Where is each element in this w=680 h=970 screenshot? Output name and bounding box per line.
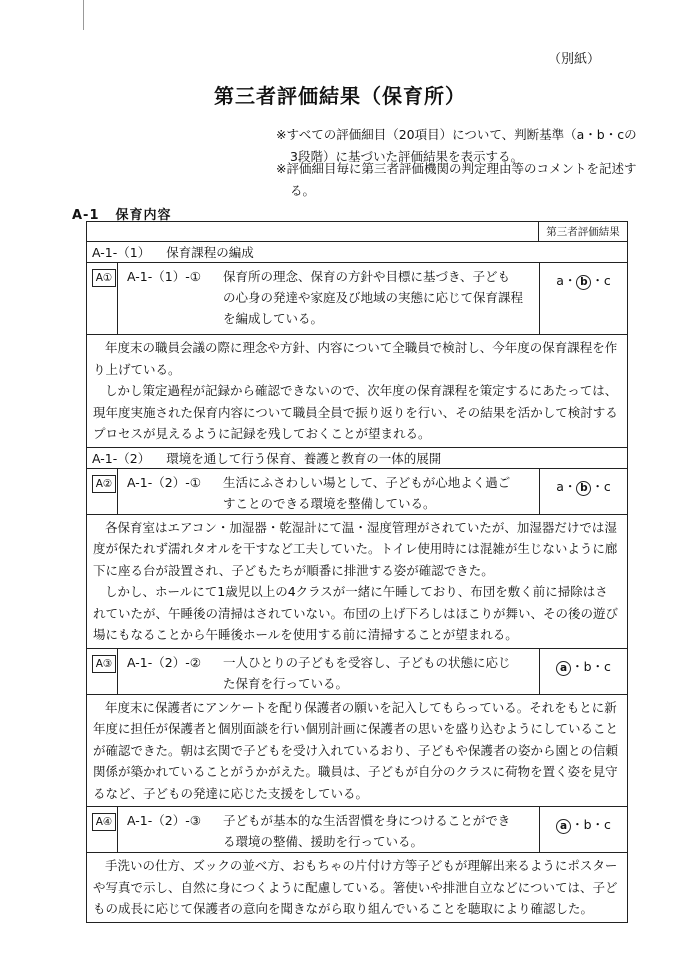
item-line: 保育所の理念、保育の方針や目標に基づき、子ども [223, 269, 511, 284]
grade-cell [539, 807, 627, 852]
comment-paragraph: 年度末に保護者にアンケートを配り保護者の願いを記入してもらっている。それをもとに新年度に担任が保護者と個別面談を行い個別計画に保護者の思いを盛り込むようにしていることが確認できた。朝は玄関で子どもを受け入れているおり、子どもや保護者の姿から園との信頼関係が築かれていることがうかがえた。職員は、子どもが自分のクラスに荷物を置く姿を見守るなど、子どもの発達に応じた支援をしている。 [93, 699, 619, 801]
item-code: A-1-（2）-② [127, 654, 201, 670]
item-text [127, 810, 531, 852]
item-divider [117, 263, 118, 334]
comment-paragraph: 年度末の職員会議の際に理念や方針、内容について全職員で検討し、今年度の保育課程を作り上げている。 [93, 340, 618, 377]
comment-row [87, 853, 627, 922]
item-badge: A② [92, 475, 116, 493]
item-code: A-1-（1）-① [127, 269, 201, 284]
subsection-title: 保育課程の編成 [166, 245, 254, 260]
comment-paragraph: 手洗いの仕方、ズックの並べ方、おもちゃの片付け方等子どもが理解出来るようにポスターや写真で示し、自然に身につくように配慮している。箸使いや排泄自立などについては、子どもの成長に応じて保護者の意向を聞きながら取り組んでいることを聴取により確認した。 [93, 858, 618, 916]
item-row-a2 [87, 469, 627, 515]
item-text [127, 266, 531, 329]
item-badge: A③ [92, 655, 116, 673]
item-line: を編成している。 [223, 311, 324, 326]
item-divider [117, 469, 118, 514]
table-header-row [87, 222, 627, 242]
binding-line [83, 0, 84, 30]
item-line: の心身の発達や家庭及び地域の実態に応じて保育課程 [223, 290, 524, 305]
comment-paragraph: 各保育室はエアコン・加湿器・乾湿計にて温・湿度管理がされていたが、加湿器だけでは湿度が保たれず濡れタオルを干すなど工夫していた。トイレ使用時には混雑が生じないように廊下に座る台が設置され、子どもたちが順番に排泄する姿が確認できた。 [93, 519, 618, 578]
item-badge: A① [92, 269, 116, 287]
section-code: A-1 [72, 208, 100, 223]
grade-cell [539, 649, 627, 694]
item-divider [117, 649, 118, 694]
item-line: る環境の整備、援助を行っている。 [223, 834, 424, 849]
subsection-row [87, 448, 627, 469]
grade-after: ・c [591, 273, 611, 288]
grade-cell [539, 469, 627, 514]
grade-cell [539, 263, 627, 334]
item-row-a1 [87, 263, 627, 335]
item-line: 生活にふさわしい場として、子どもが心地よく過ご [223, 474, 511, 490]
item-line: 一人ひとりの子どもを受容し、子どもの状態に応じ [223, 654, 511, 670]
item-divider [117, 807, 118, 852]
item-badge: A④ [92, 813, 116, 831]
subsection-row [87, 242, 627, 263]
grade-before: a・ [556, 478, 577, 494]
grade-after: ・b・c [571, 817, 611, 832]
comment-row [87, 335, 627, 448]
note-2: ※評価細目毎に第三者評価機関の判定理由等のコメントを記述する。 [276, 161, 637, 198]
item-text [127, 472, 531, 514]
section-title: 保育内容 [115, 208, 172, 223]
grade-circled: a [556, 819, 571, 834]
grade-circled: b [576, 481, 591, 496]
item-code: A-1-（2）-① [127, 474, 201, 490]
grade-after: ・c [591, 478, 611, 494]
grade-circled: a [556, 661, 571, 676]
comment-paragraph: しかし、ホールにて1歳児以上の4クラスが一緒に午睡しており、布団を敷く前に掃除はされていたが、午睡後の清掃はされていない。布団の上げ下ろしはほこりが舞い、その後の遊び場にもなることから午睡後ホールを使用する前に清掃することが望まれる。 [93, 584, 619, 642]
item-code: A-1-（2）-③ [127, 813, 201, 828]
table-header-result: 第三者評価結果 [538, 222, 627, 241]
grade-circled: b [576, 275, 591, 290]
page-title: 第三者評価結果（保育所） [214, 84, 466, 108]
item-row-a3 [87, 649, 627, 695]
item-row-a4 [87, 807, 627, 853]
comment-row [87, 515, 627, 649]
note-1: ※すべての評価細目（20項目）について、判断基準（a・b・cの3段階）に基づいた評価結果を表示する。 [276, 127, 637, 164]
evaluation-table [86, 221, 628, 923]
comment-paragraph: しかし策定過程が記録から確認できないので、次年度の保育課程を策定するにあたっては、現年度実施された保育内容について職員全員で振り返りを行い、その結果を活かして検討するプロセスが見えるように記録を残しておくことが望まれる。 [93, 383, 618, 441]
item-text [127, 652, 531, 694]
grade-before: a・ [556, 273, 577, 288]
grade-after: ・b・c [571, 658, 611, 674]
subsection-code: A-1-（1） [92, 245, 151, 260]
item-line: すことのできる環境を整備している。 [223, 495, 436, 511]
subsection-code: A-1-（2） [92, 450, 151, 466]
item-line: 子どもが基本的な生活習慣を身につけることができ [223, 813, 511, 828]
item-line: た保育を行っている。 [223, 675, 349, 691]
annex-label: （別紙） [547, 52, 600, 67]
comment-row [87, 695, 627, 808]
subsection-title: 環境を通して行う保育、養護と教育の一体的展開 [166, 450, 442, 466]
